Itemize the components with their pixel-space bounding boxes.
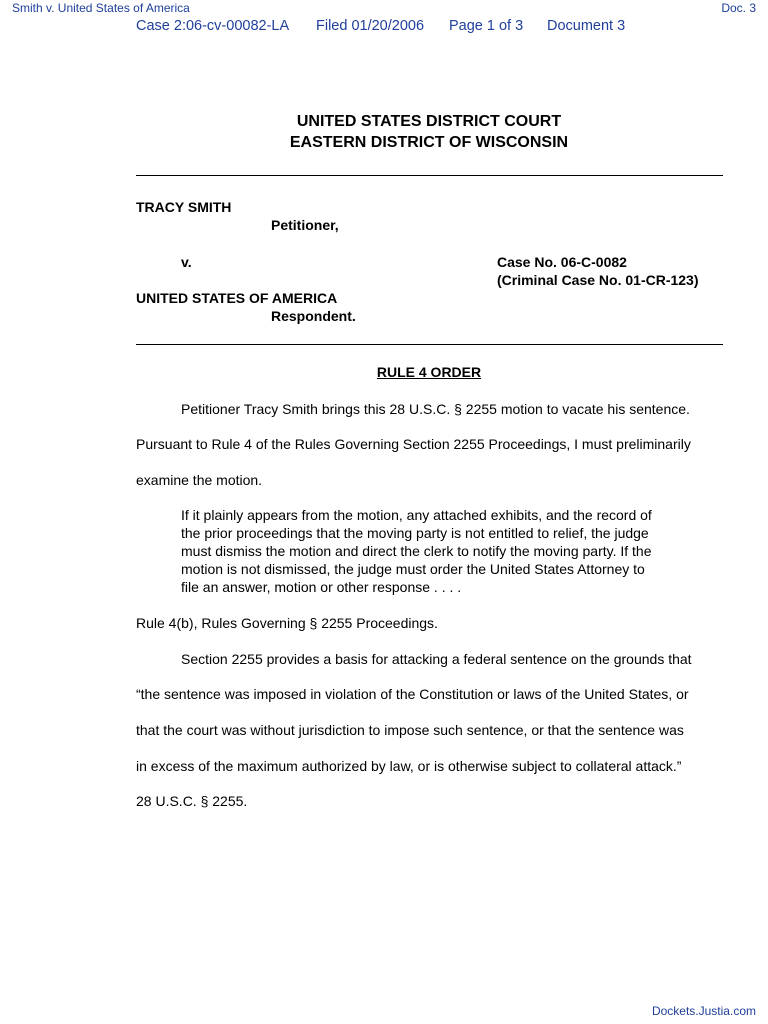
petitioner-name: TRACY SMITH bbox=[136, 199, 232, 215]
criminal-case-number: (Criminal Case No. 01-CR-123) bbox=[497, 272, 699, 288]
respondent-name: UNITED STATES OF AMERICA bbox=[136, 290, 338, 306]
paragraph2-line2: “the sentence was imposed in violation of the Constitution or laws of the United States, or bbox=[136, 686, 689, 702]
paragraph1-line2: Pursuant to Rule 4 of the Rules Governing Section 2255 Proceedings, I must preliminarily bbox=[136, 436, 691, 452]
case-number: Case No. 06-C-0082 bbox=[497, 254, 627, 270]
block-quote-line3: must dismiss the motion and direct the clerk to notify the moving party. If the bbox=[181, 543, 652, 559]
paragraph2-line5: 28 U.S.C. § 2255. bbox=[136, 793, 248, 809]
block-quote-line2: the prior proceedings that the moving party is not entitled to relief, the judge bbox=[181, 525, 649, 541]
filing-date: Filed 01/20/2006 bbox=[316, 18, 425, 34]
paragraph2-line3: that the court was without jurisdiction to impose such sentence, or that the sentence was bbox=[136, 722, 684, 738]
versus: v. bbox=[181, 254, 192, 270]
block-quote-line1: If it plainly appears from the motion, any attached exhibits, and the record of bbox=[181, 507, 652, 523]
respondent-role: Respondent. bbox=[271, 308, 356, 324]
court-name-line2: EASTERN DISTRICT OF WISCONSIN bbox=[289, 134, 569, 151]
block-quote-line5: file an answer, motion or other response . . . . bbox=[181, 579, 462, 595]
filing-document: Document 3 bbox=[547, 18, 626, 34]
justia-source-link[interactable]: Dockets.Justia.com bbox=[651, 1004, 756, 1018]
case-title-link[interactable]: Smith v. United States of America bbox=[12, 1, 190, 15]
filing-case-number: Case 2:06-cv-00082-LA bbox=[136, 18, 290, 34]
paragraph2-line4: in excess of the maximum authorized by law, or is otherwise subject to collateral attack.” bbox=[136, 758, 682, 774]
block-quote-line4: motion is not dismissed, the judge must order the United States Attorney to bbox=[181, 561, 645, 577]
court-name-line1: UNITED STATES DISTRICT COURT bbox=[296, 113, 562, 130]
paragraph2-line1: Section 2255 provides a basis for attacking a federal sentence on the grounds that bbox=[181, 651, 692, 667]
citation-rule4b: Rule 4(b), Rules Governing § 2255 Proceedings. bbox=[136, 615, 438, 631]
petitioner-role: Petitioner, bbox=[271, 217, 339, 233]
order-title: RULE 4 ORDER bbox=[376, 364, 482, 380]
doc-number-link[interactable]: Doc. 3 bbox=[721, 1, 756, 15]
paragraph1-line3: examine the motion. bbox=[136, 472, 263, 488]
caption-top-rule bbox=[136, 175, 723, 176]
caption-bottom-rule bbox=[136, 344, 723, 345]
paragraph1-line1: Petitioner Tracy Smith brings this 28 U.S.C. § 2255 motion to vacate his sentence. bbox=[181, 401, 690, 417]
filing-page: Page 1 of 3 bbox=[449, 18, 524, 34]
